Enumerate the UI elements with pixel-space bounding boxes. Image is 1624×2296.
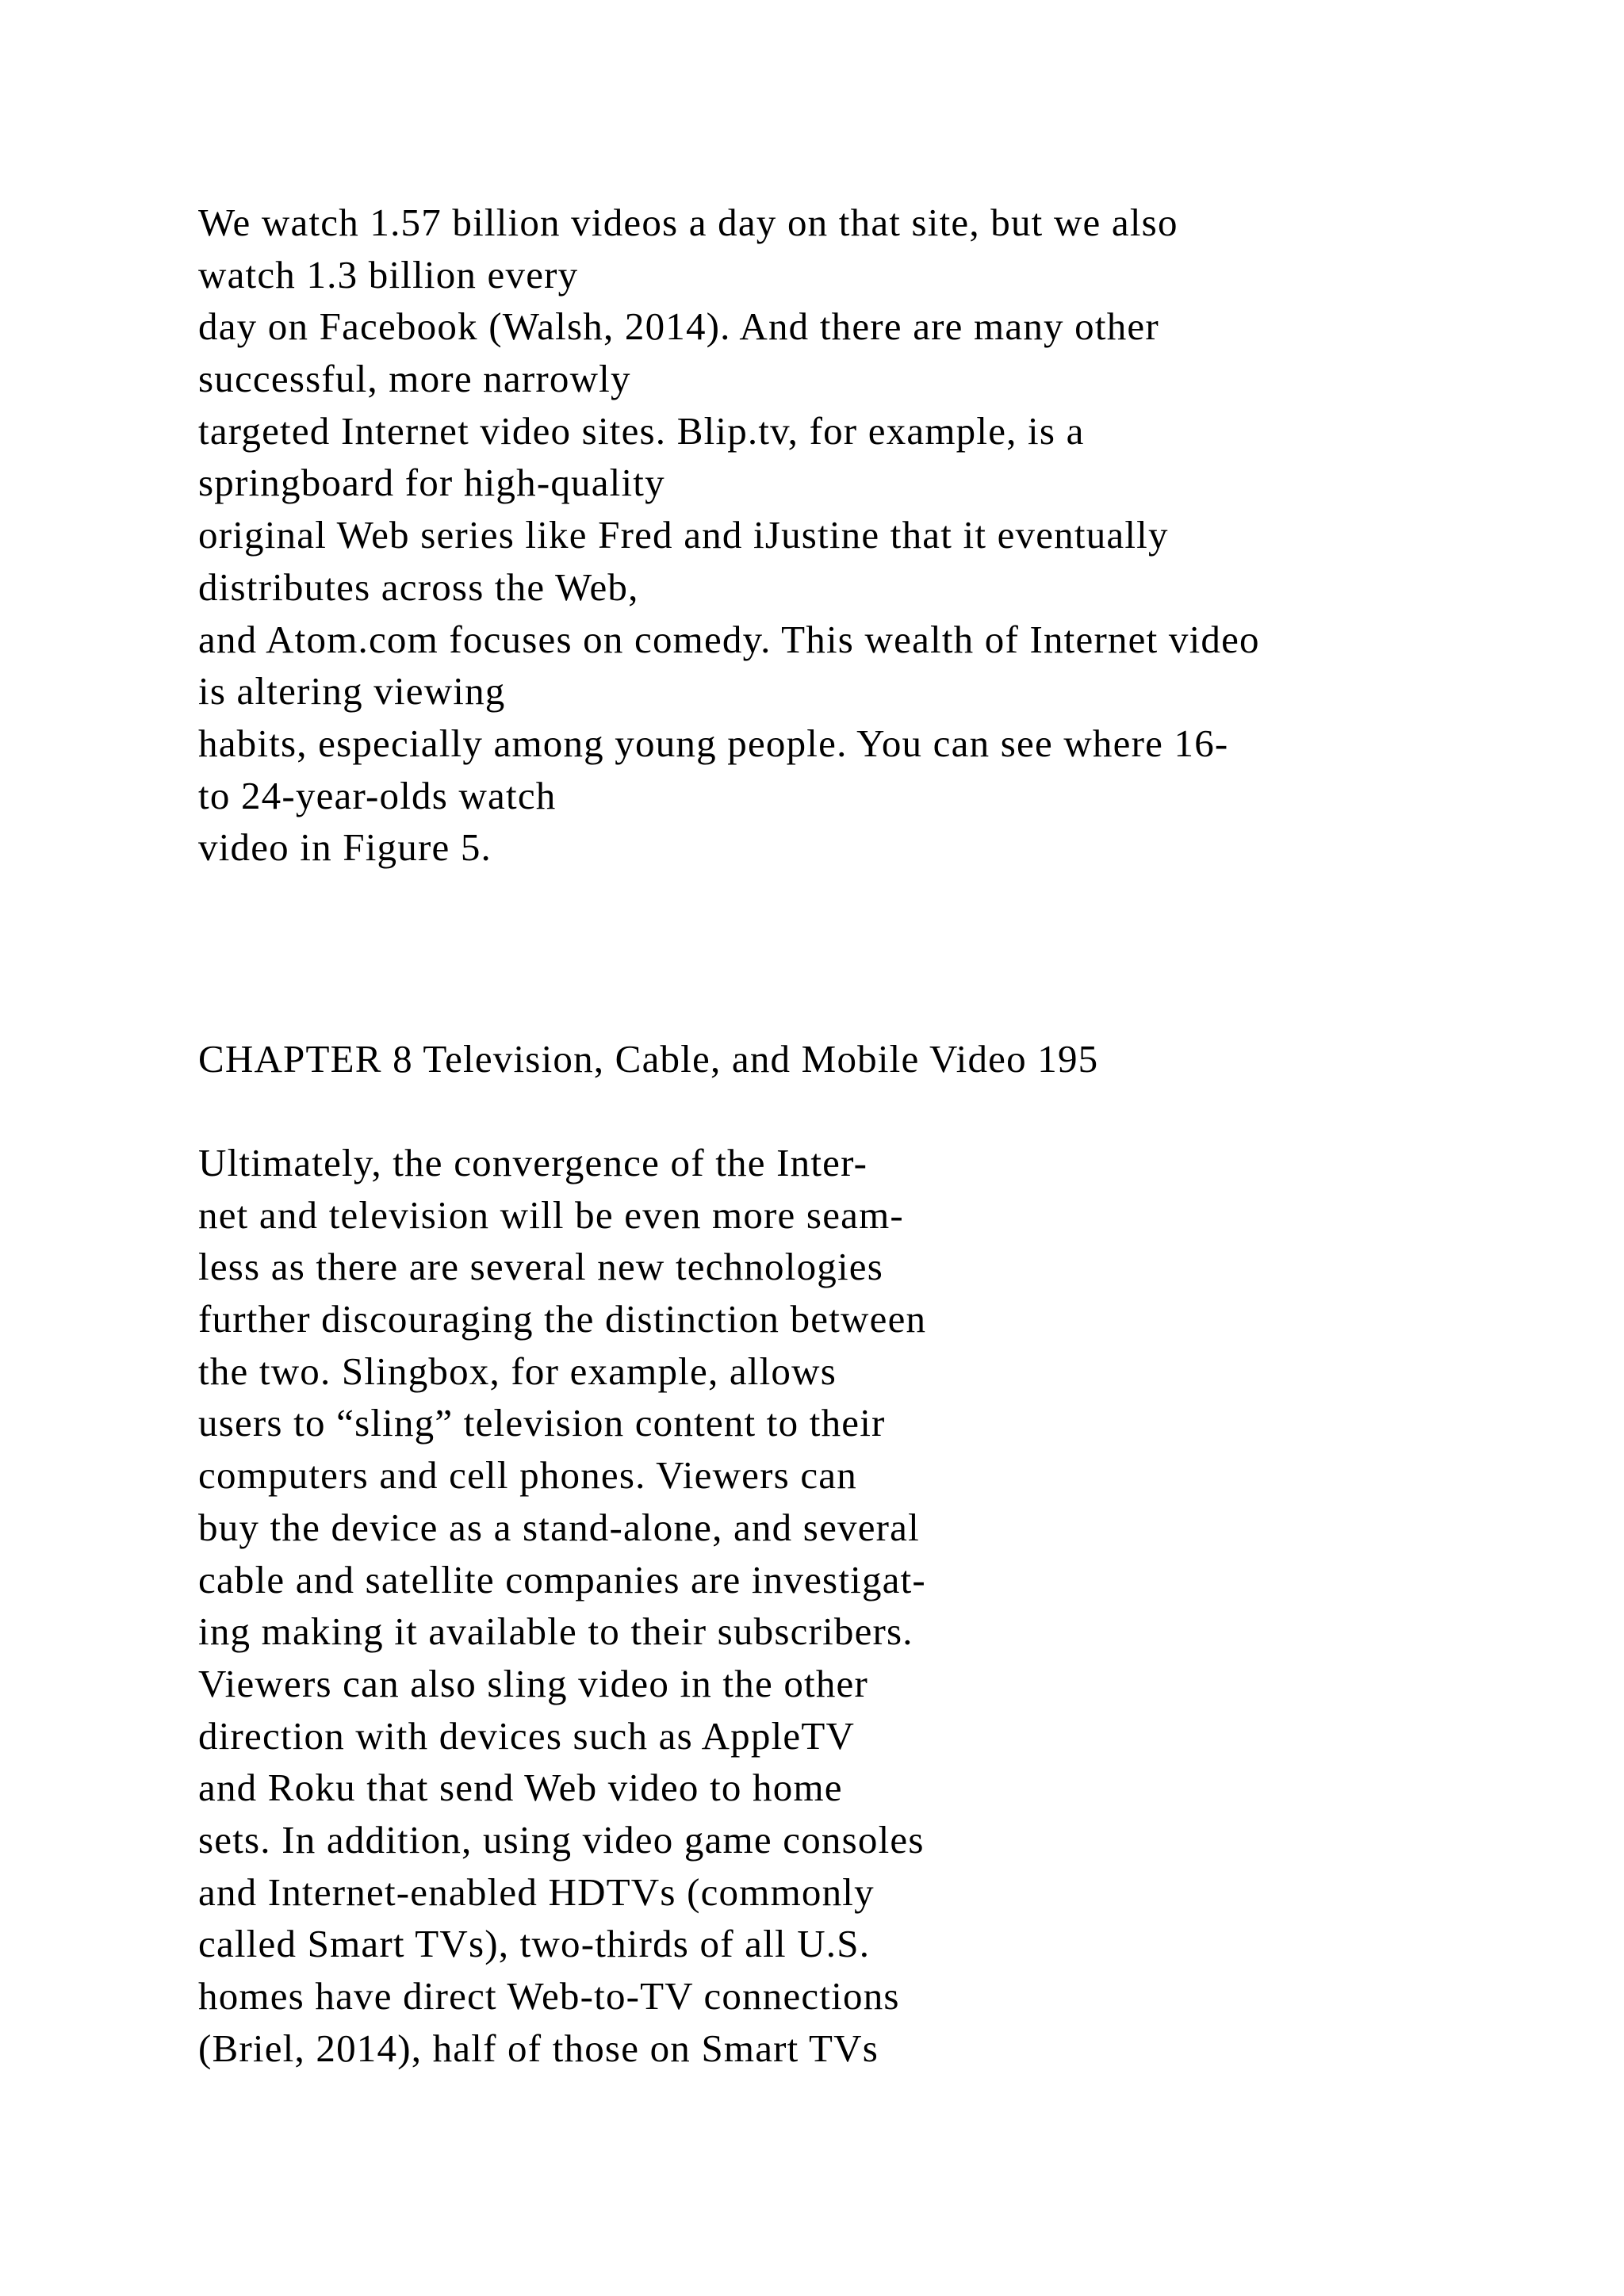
text-line: Ultimately, the convergence of the Inter-: [198, 1141, 868, 1184]
text-line: video in Figure 5.: [198, 825, 492, 870]
text-line: Viewers can also sling video in the other: [198, 1661, 869, 1705]
text-line: less as there are several new technologies: [198, 1245, 883, 1289]
text-line: (Briel, 2014), half of those on Smart TVs: [198, 2026, 879, 2070]
text-line: called Smart TVs), two-thirds of all U.S.: [198, 1922, 871, 1966]
chapter-heading: [198, 1033, 1098, 1085]
text-line: sets. In addition, using video game consoles: [198, 1817, 925, 1862]
text-line: habits, especially among young people. You can see where 16-: [198, 721, 1229, 765]
text-line: further discouraging the distinction between: [198, 1297, 927, 1341]
text-line: users to “sling” television content to their: [198, 1401, 886, 1445]
paragraph-convergence: [198, 1137, 926, 2074]
chapter-heading-text: CHAPTER 8 Television, Cable, and Mobile Video 195: [198, 1037, 1099, 1081]
text-line: and Atom.com focuses on comedy. This wealth of Internet video: [198, 617, 1260, 661]
text-line: to 24-year-olds watch: [198, 773, 557, 817]
text-line: the two. Slingbox, for example, allows: [198, 1349, 837, 1393]
text-line: buy the device as a stand-alone, and several: [198, 1505, 920, 1549]
text-line: and Roku that send Web video to home: [198, 1766, 843, 1810]
text-line: and Internet-enabled HDTVs (commonly: [198, 1869, 875, 1914]
text-line: watch 1.3 billion every: [198, 252, 579, 297]
text-line: direction with devices such as AppleTV: [198, 1713, 856, 1758]
text-line: springboard for high-quality: [198, 461, 665, 505]
text-line: day on Facebook (Walsh, 2014). And there are many other: [198, 304, 1159, 349]
paragraph-internet-video: [198, 197, 1260, 874]
text-line: successful, more narrowly: [198, 357, 631, 401]
text-line: We watch 1.57 billion videos a day on that site, but we also: [198, 201, 1178, 244]
text-line: cable and satellite companies are investigat-: [198, 1557, 926, 1601]
text-line: computers and cell phones. Viewers can: [198, 1453, 857, 1498]
text-line: is altering viewing: [198, 669, 506, 714]
text-line: net and television will be even more seam-: [198, 1192, 904, 1237]
text-line: targeted Internet video sites. Blip.tv, for example, is a: [198, 408, 1085, 453]
text-line: distributes across the Web,: [198, 564, 639, 609]
text-line: homes have direct Web-to-TV connections: [198, 1974, 900, 2018]
text-line: ing making it available to their subscribers.: [198, 1609, 914, 1654]
text-line: original Web series like Fred and iJustine that it eventually: [198, 513, 1169, 557]
